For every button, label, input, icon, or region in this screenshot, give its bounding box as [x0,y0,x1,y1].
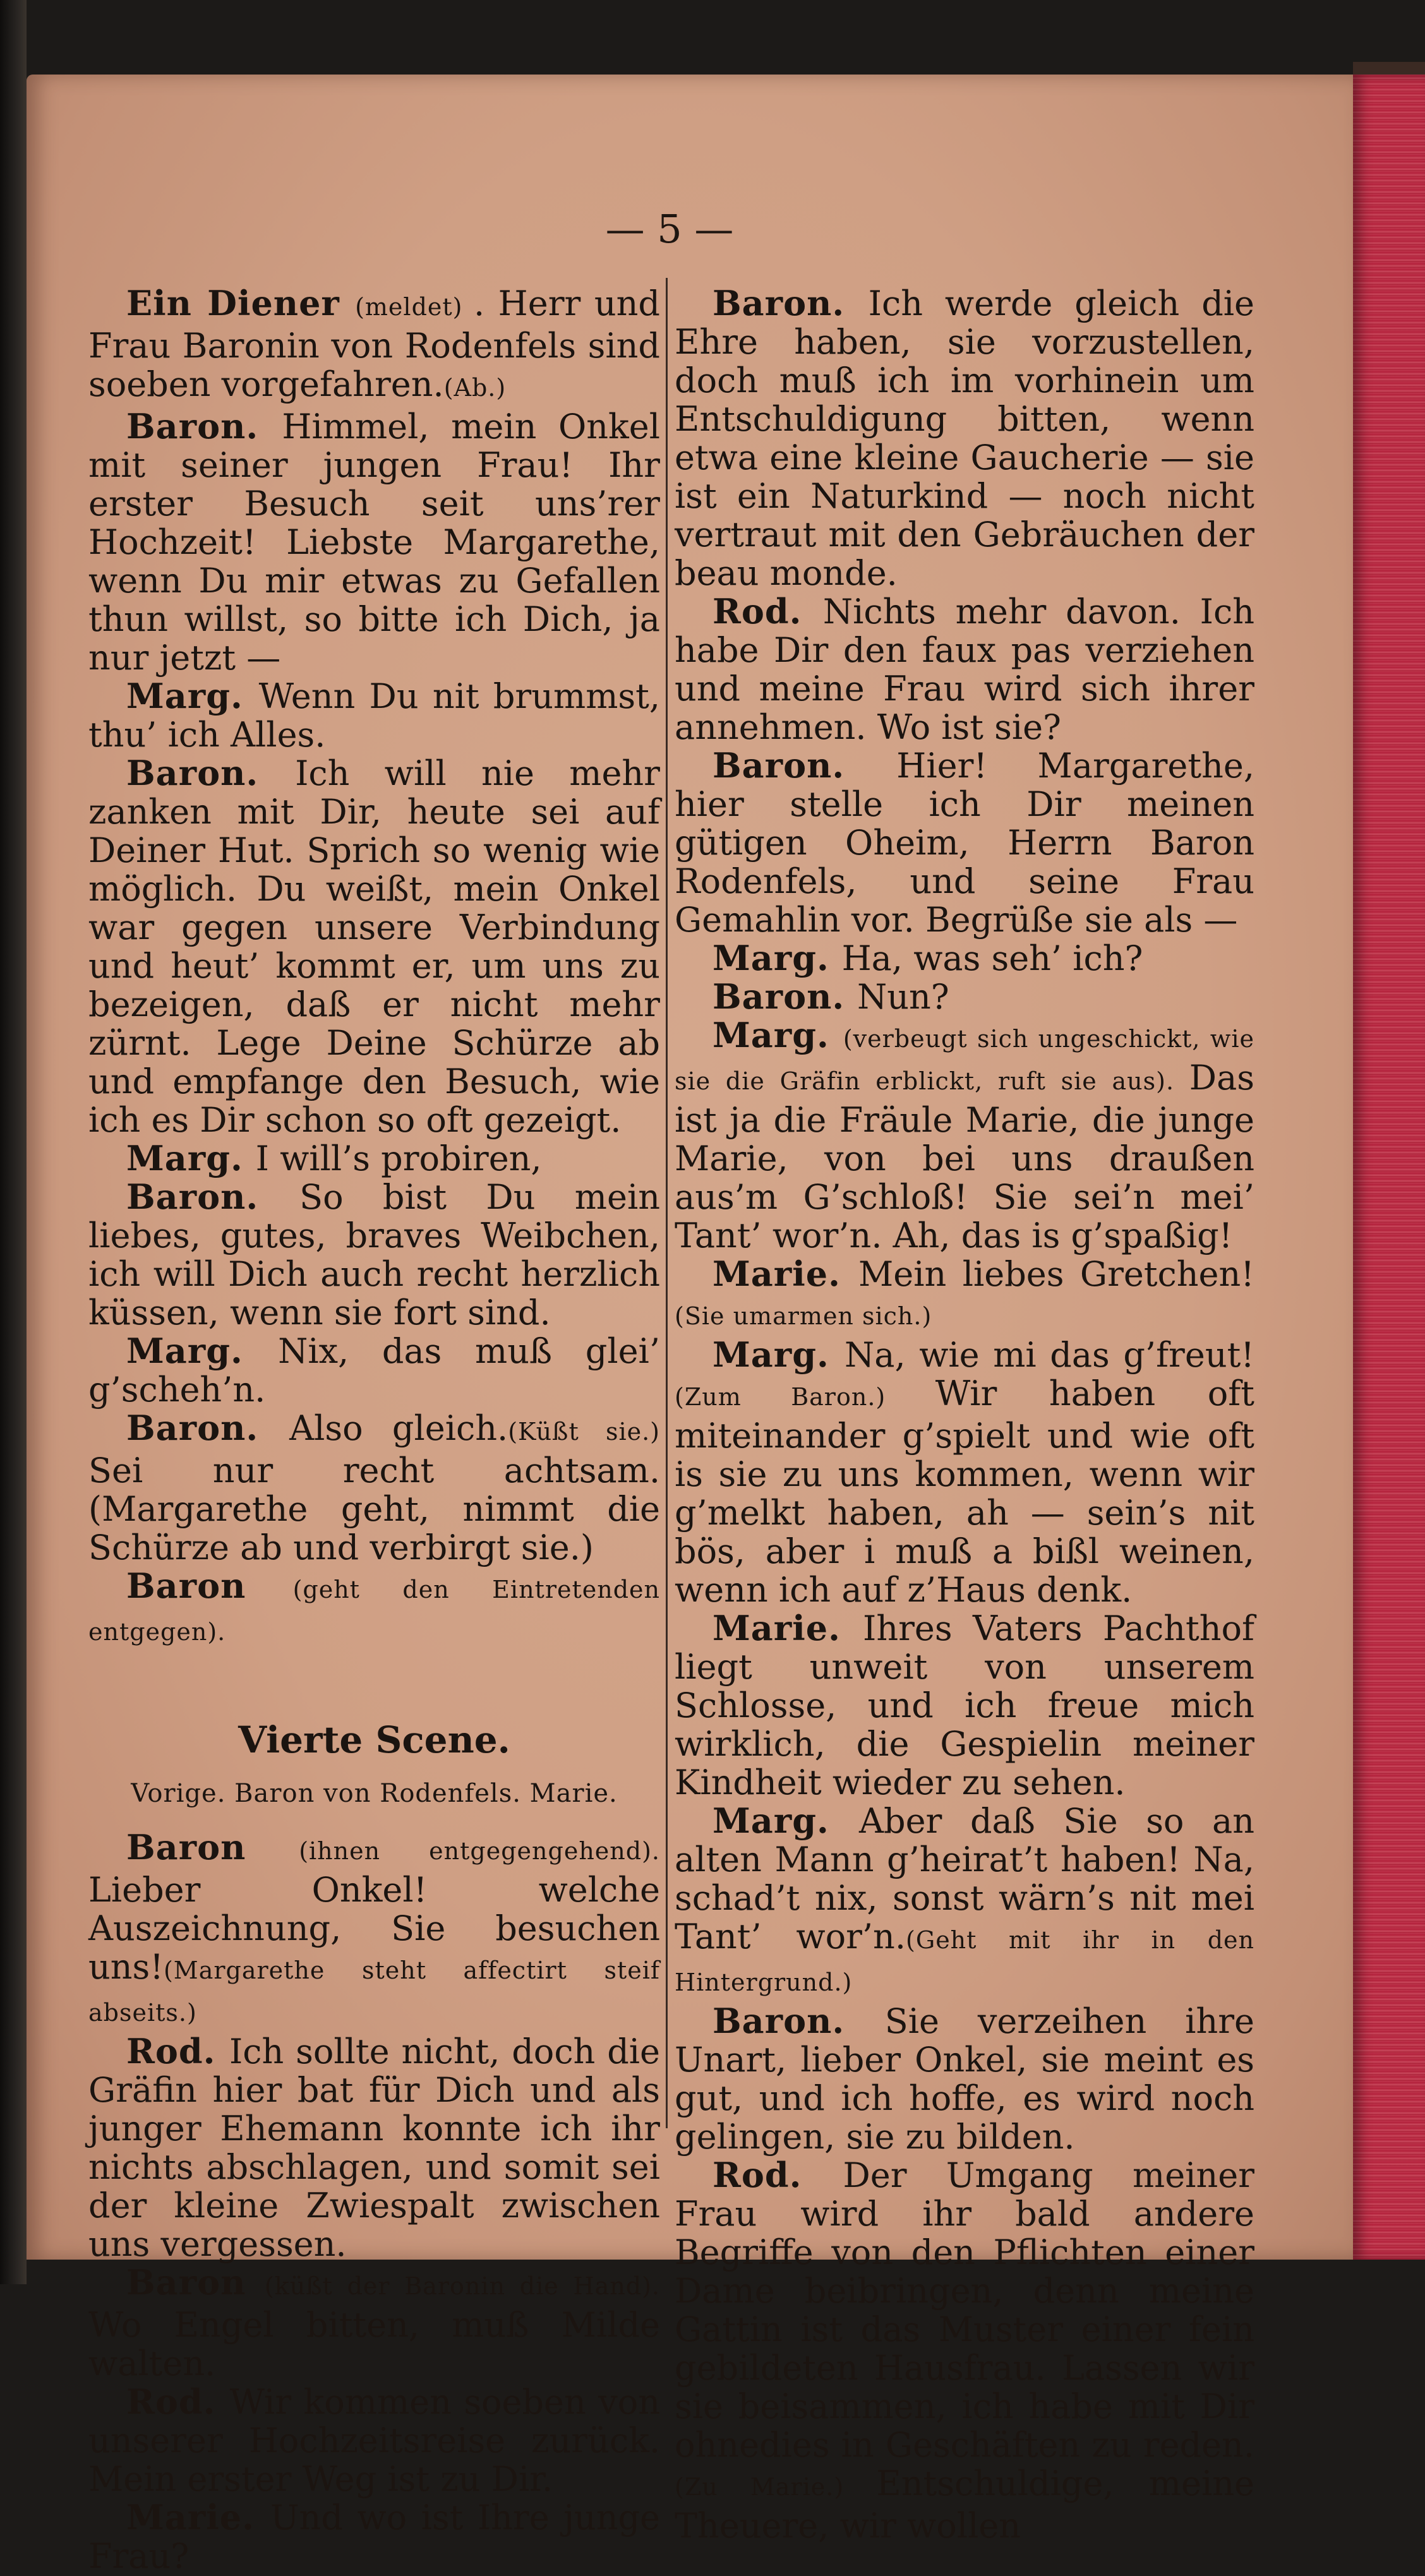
dialogue-line [88,2032,660,2263]
dialogue-line [88,2263,660,2383]
stage-direction: (Geht mit ihr in den Hintergrund.) [675,1926,1254,1996]
right-column [675,283,1255,2546]
speaker-name: Baron. [712,976,857,1017]
spoken-text: Wir kommen soeben von unserer Hochzeitsreise zurück. Mein erster Weg ist zu Dir. [88,2382,660,2499]
speaker-name: Marg. [712,1334,845,1375]
spoken-text: Nun? [857,977,949,1017]
stage-direction: (Küßt sie.) [508,1418,660,1446]
dialogue-line [88,284,660,407]
spoken-text: Und wo ist Ihre junge Frau? [88,2498,661,2576]
speaker-name: Marie. [712,1608,863,1648]
spoken-text: Wenn Du nit brummst, thu’ ich Alles. [88,676,661,755]
dialogue-line [675,978,1254,1016]
dialogue-line [88,1828,660,2032]
dialogue-line [88,1178,660,1332]
speaker-name: Baron. [712,2001,885,2041]
right-dialogue-block [675,284,1254,2545]
spoken-text: . Herr und Frau Baronin von Rodenfels sind soeben vorgefahren. [88,284,660,404]
stage-direction: (Ab.) [443,374,507,402]
column-divider [666,278,668,2128]
dialogue-line [675,1016,1254,1255]
speaker-name: Rod. [712,2155,843,2195]
stage-direction: (meldet) [355,293,474,321]
spoken-text: Ihres Vaters Pachthof liegt unweit von unserem Schlosse, und ich freue mich wirklich, die Gespielin meiner Kindheit wieder zu sehen. [675,1609,1254,1802]
spoken-text: Mein liebes Gretchen! [858,1254,1254,1294]
spoken-text: So bist Du mein liebes, gutes, braves Weibchen, ich will Dich auch recht herzlich küssen, wenn sie fort sind. [88,1177,660,1333]
spoken-text: Entschuldige, meine Theuere, wir wollen [675,2464,1255,2546]
stage-direction: (Margarethe steht affectirt steif abseits.) [88,1956,660,2027]
spoken-text: Nix, das muß glei’ g’scheh’n. [88,1331,660,1410]
speaker-name: Marg. [712,1015,843,1055]
dialogue-line [88,1409,660,1567]
speaker-name: Marg. [126,1331,279,1371]
left-column [88,283,661,2576]
speaker-name: Marie. [712,1254,858,1294]
spoken-text: Ha, was seh’ ich? [841,938,1143,978]
dialogue-line [88,1567,660,1651]
dialogue-line [675,1802,1254,2002]
speaker-name: Baron. [712,745,897,786]
spoken-text: Ich will nie mehr zanken mit Dir, heute sei auf Deiner Hut. Sprich so wenig wie möglich. Du weißt, mein Onkel war gegen unsere Verbindung und heut’ kommt er, um uns zu bezeigen, daß er nicht mehr zürnt. Lege Deine Schürze ab und empfange den Besuch, wie ich es Dir schon so oft gezeigt. [88,753,660,1140]
speaker-name: Baron [126,2262,265,2303]
stage-direction: (Zu Marie.) [675,2473,877,2501]
spoken-text: Hier! Margarethe, hier stelle ich Dir meinen gütigen Oheim, Herrn Baron Rodenfels, und seine Frau Gemahlin vor. Begrüße sie als — [675,746,1254,940]
spoken-text: Na, wie mi das g’freut! [845,1335,1254,1375]
speaker-name: Baron. [126,753,296,793]
spoken-text: Ich werde gleich die Ehre haben, sie vorzustellen, doch muß ich im vorhinein um Entschuldigung bitten, wenn etwa eine kleine Gaucherie — sie ist ein Naturkind — noch nicht vertraut mit den Gebräuchen der beau monde. [675,284,1254,593]
left-dialogue-block-1 [88,284,660,1651]
spoken-text: Der Umgang meiner Frau wird ihr bald andere Begriffe von den Pflichten einer Dame beibringen, denn meine Gattin ist das Muster einer fein gebildeten Hausfrau. Lassen wir sie beisammen, ich habe mit Dir ohnedies in Geschäften zu reden. [675,2155,1254,2465]
speaker-name: Baron. [126,1408,290,1448]
dialogue-line [675,1255,1254,1336]
spoken-text: Himmel, mein Onkel mit seiner jungen Frau! Ihr erster Besuch seit uns’rer Hochzeit! Liebste Margarethe, wenn Du mir etwas zu Gefallen thun willst, so bitte ich Dich, ja nur jetzt — [88,407,660,678]
speaker-name: Baron. [126,406,282,446]
dialogue-line [88,2383,660,2498]
stage-direction: (ihnen entgegengehend). [299,1837,660,1865]
dialogue-line [675,1609,1254,1802]
speaker-name: Baron [126,1827,299,1867]
spoken-text: Wo Engel bitten, muß Milde walten. [88,2305,660,2383]
spoken-text: Also gleich. [289,1408,508,1448]
spoken-text: Ich sollte nicht, doch die Gräfin hier bat für Dich und als junger Ehemann konnte ich ihr nichts abschlagen, und somit sei der kleine Zwiespalt zwischen uns vergessen. [88,2032,660,2264]
page-edges-red [1353,75,1425,2260]
stage-direction: (Zum Baron.) [675,1383,935,1411]
speaker-name: Baron. [712,283,869,323]
spoken-text: Lieber Onkel! welche Auszeichnung, Sie besuchen uns! [88,1870,660,1987]
spoken-text: I will’s probiren, [255,1139,542,1178]
dialogue-line [88,677,660,754]
dialogue-line [88,1332,660,1409]
scene-title: Vierte Scene. [238,1718,510,1761]
spoken-text: Wir haben oft miteinander g’spielt und wie oft is sie zu uns kommen, wenn wir g’melkt haben, ah — sein’s nit bös, aber i muß a bißl weinen, wenn ich auf z’Haus denk. [675,1374,1254,1610]
spoken-text: Das ist ja die Fräule Marie, die junge Marie, von bei uns draußen aus’m G’schloß! Sie sei’n mei’ Tant’ wor’n. Ah, das is g’spaßig! [675,1058,1254,1255]
speaker-name: Rod. [126,2031,229,2071]
speaker-name: Baron. [126,1177,300,1217]
spoken-text: Sie verzeihen ihre Unart, lieber Onkel, sie meint es gut, und ich hoffe, es wird noch gelingen, sie zu bilden. [675,2001,1255,2157]
dialogue-line [675,2156,1254,2545]
stage-direction: (geht den Eintretenden entgegen). [88,1576,660,1646]
scene-cast: Vorige. Baron von Rodenfels. Marie. [131,1779,618,1808]
dialogue-line [675,2002,1254,2156]
spoken-text: Aber daß Sie so an alten Mann g’heirat’t haben! Na, schad’t nix, sonst wärn’s nit mei Tant’ wor’n. [675,1801,1254,1956]
page-number: — 5 — [605,206,734,252]
dialogue-line [675,746,1254,939]
speaker-name: Marg. [126,1138,256,1178]
speaker-name: Marg. [712,1800,860,1841]
dialogue-line [675,284,1254,592]
dialogue-line [88,2498,660,2575]
left-dialogue-block-2 [88,1828,660,2575]
book-spine [0,0,27,2284]
spoken-text: Nichts mehr davon. Ich habe Dir den faux pas verziehen und meine Frau wird sich ihrer annehmen. Wo ist sie? [675,592,1254,747]
dialogue-line [675,939,1254,978]
stage-direction: (verbeugt sich ungeschickt, wie sie die Gräfin erblickt, ruft sie aus). [675,1025,1254,1095]
speaker-name: Rod. [126,2381,230,2422]
dialogue-line [675,592,1254,746]
speaker-name: Marg. [712,938,842,978]
dialogue-line [88,407,660,677]
dialogue-line [88,1139,660,1178]
speaker-name: Marie. [126,2497,271,2537]
speaker-name: Ein Diener [126,283,356,323]
stage-direction: (küßt der Baronin die Hand). [264,2272,660,2300]
dialogue-line [88,754,660,1139]
speaker-name: Rod. [712,591,823,632]
stage-direction: (Sie umarmen sich.) [675,1302,932,1330]
speaker-name: Marg. [126,676,259,716]
spoken-text: Sei nur recht achtsam. (Margarethe geht, nimmt die Schürze ab und verbirgt sie.) [88,1451,660,1567]
speaker-name: Baron [126,1566,293,1606]
dialogue-line [675,1336,1254,1609]
